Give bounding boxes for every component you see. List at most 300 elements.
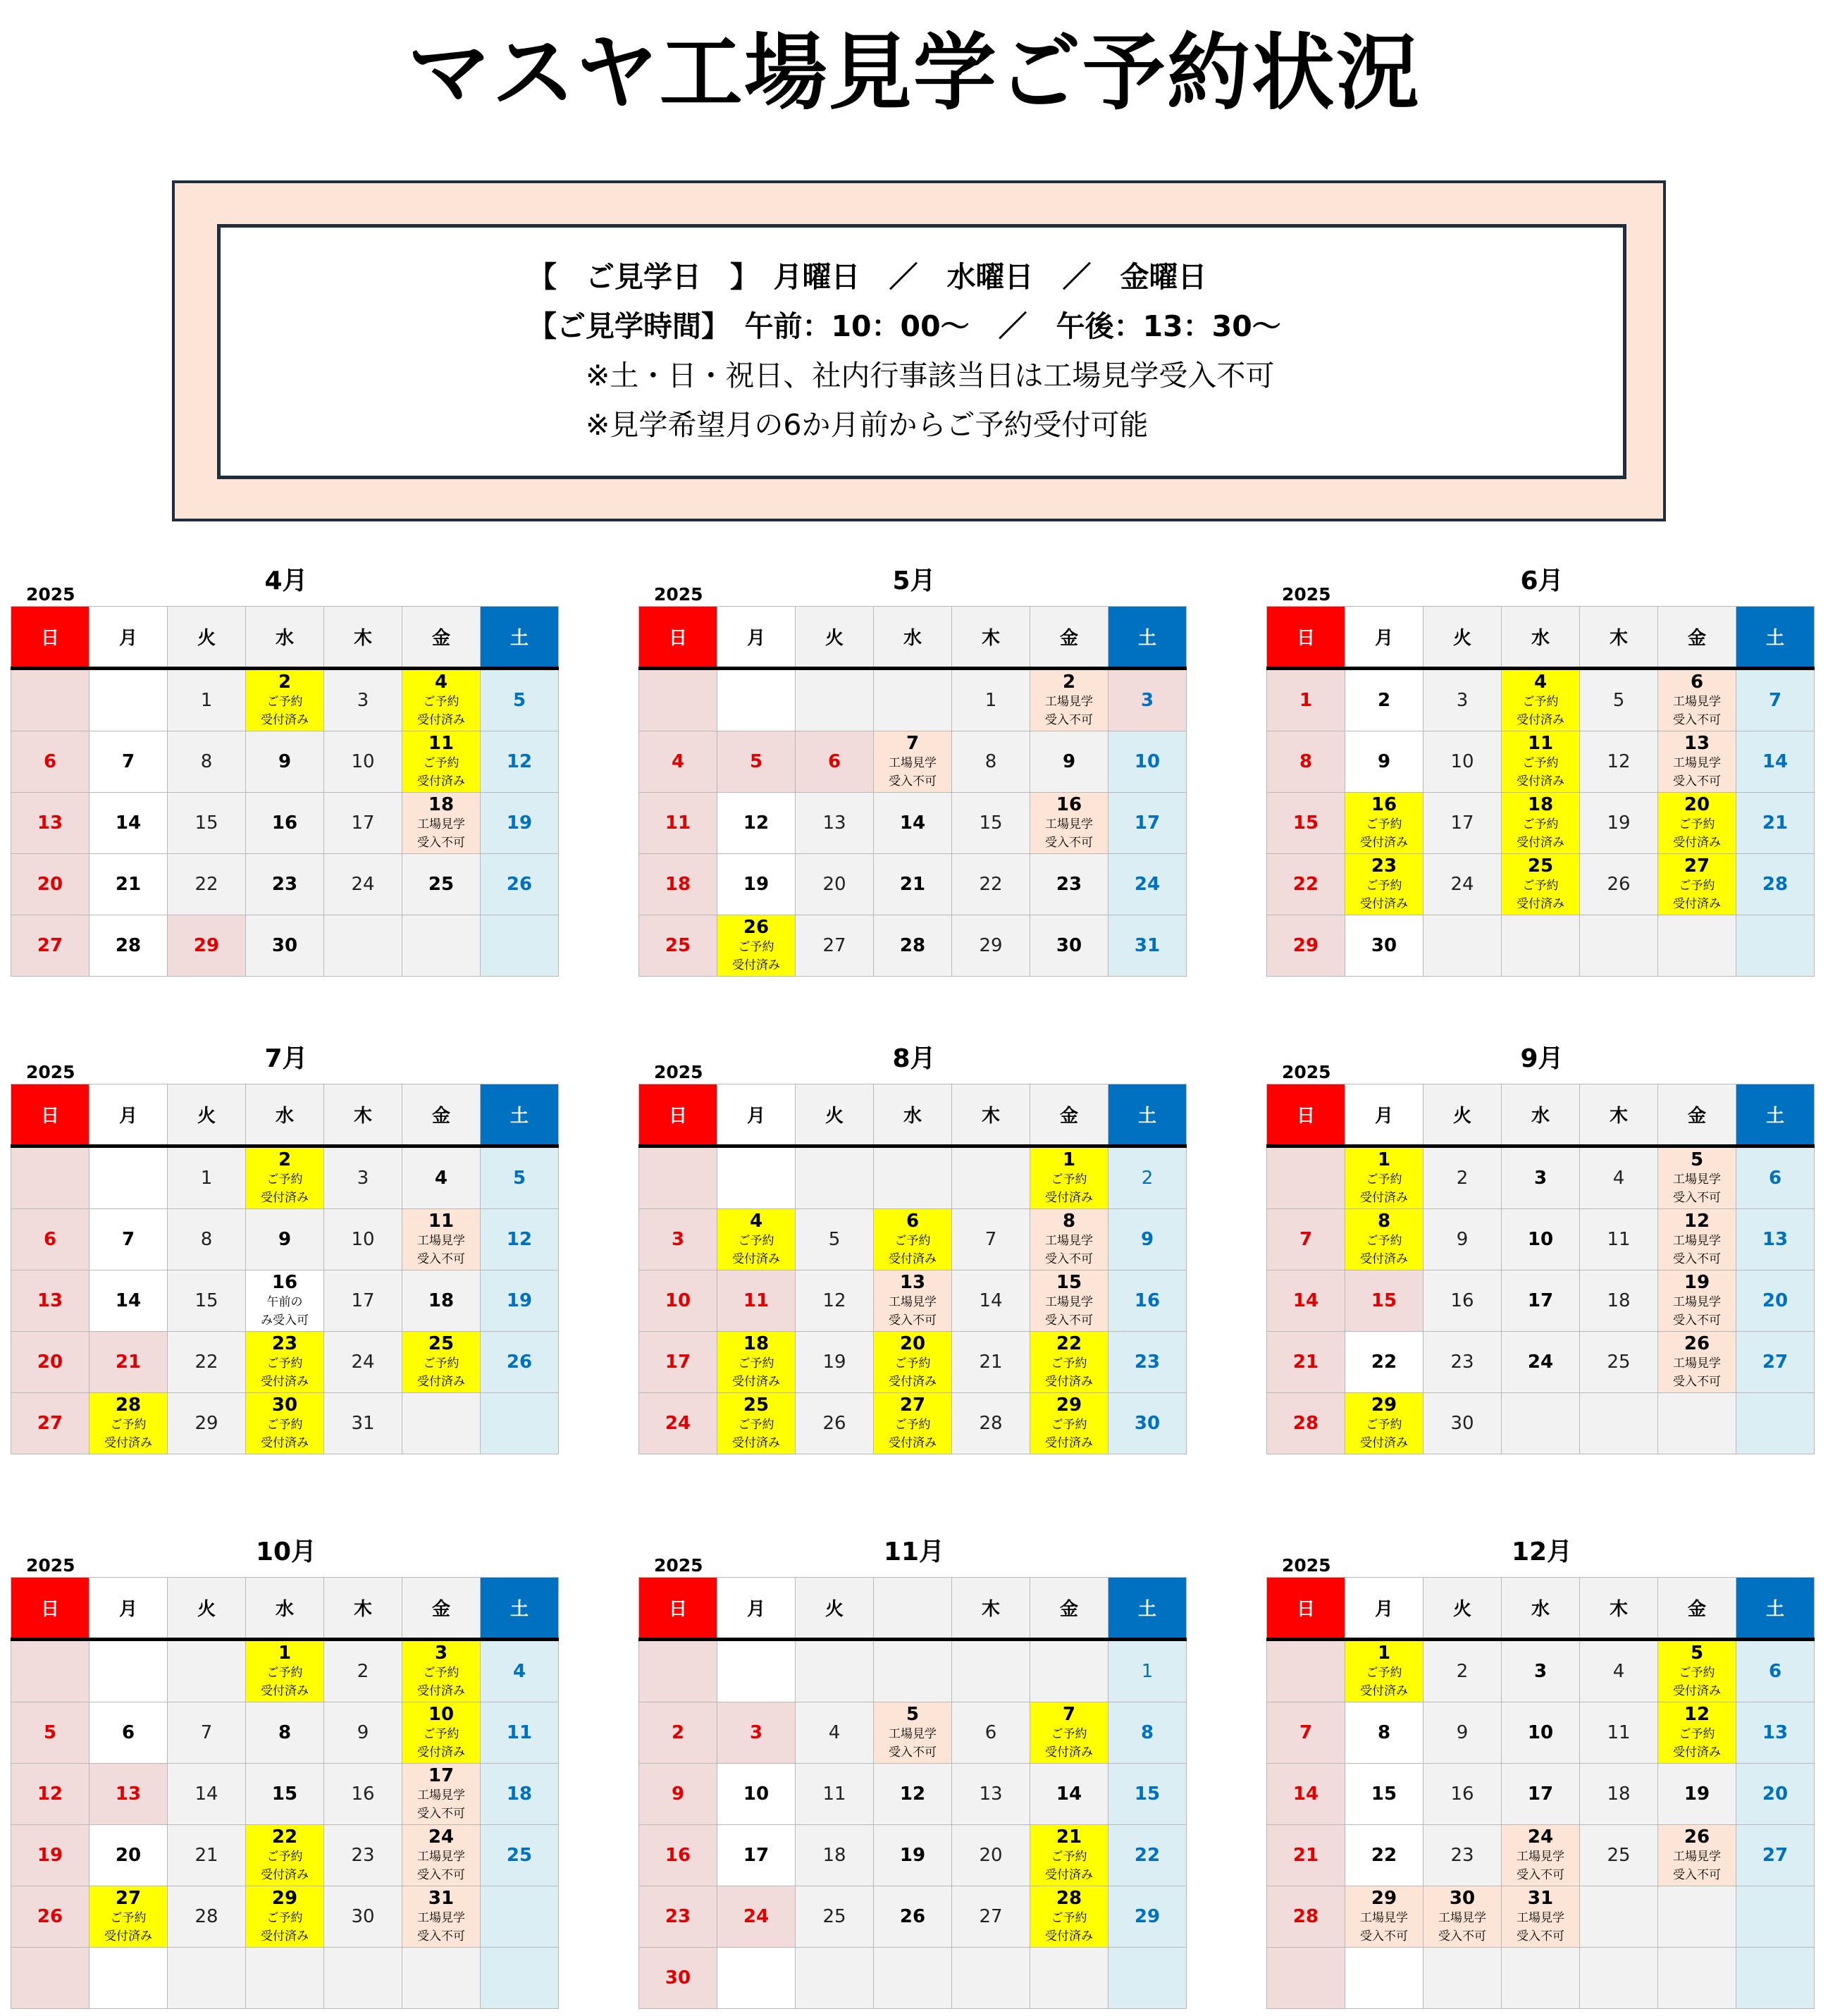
weekday-header: 水 (874, 1084, 952, 1146)
day-number: 23 (351, 1845, 375, 1866)
status-note: 受付済み (1673, 1745, 1721, 1760)
day-cell (1658, 793, 1736, 854)
status-note: 受付済み (732, 958, 780, 972)
day-cell (1736, 669, 1815, 731)
day-number: 15 (271, 1783, 298, 1805)
status-note: ご予約 (1679, 879, 1715, 893)
day-number: 15 (1056, 1272, 1082, 1293)
day-cell (1345, 669, 1424, 731)
day-cell (1502, 1886, 1580, 1948)
day-cell (952, 669, 1030, 731)
day-cell (246, 915, 324, 977)
day-number: 21 (1292, 1352, 1319, 1373)
day-cell (796, 1393, 874, 1454)
day-number: 30 (1134, 1413, 1161, 1434)
day-cell (796, 915, 874, 977)
day-cell (1267, 793, 1345, 854)
status-note: 受入不可 (1045, 1252, 1093, 1266)
day-cell (1030, 1393, 1108, 1454)
weekday-header: 月 (717, 1084, 796, 1146)
day-cell (11, 1393, 89, 1454)
day-number: 10 (1134, 751, 1161, 772)
day-number: 2 (1456, 1168, 1469, 1189)
day-cell (1267, 1332, 1345, 1393)
day-cell (402, 1270, 481, 1332)
day-cell (952, 854, 1030, 915)
day-cell (1345, 1886, 1424, 1948)
status-note: ご予約 (1366, 1234, 1402, 1248)
day-number: 22 (194, 874, 218, 895)
weekday-header: 火 (1424, 1084, 1502, 1146)
day-cell (1345, 1270, 1424, 1332)
day-number: 3 (1533, 1661, 1548, 1682)
status-note: ご予約 (266, 695, 303, 709)
day-number: 27 (115, 1888, 142, 1909)
status-note: ご予約 (1522, 817, 1559, 831)
weekday-header: 木 (1580, 1084, 1658, 1146)
status-note: 工場見学 (417, 1234, 465, 1248)
day-cell (168, 1764, 246, 1825)
status-note: 受付済み (732, 1375, 780, 1389)
day-number: 8 (278, 1722, 292, 1743)
status-note: ご予約 (1522, 756, 1559, 770)
day-cell (1267, 1209, 1345, 1270)
day-number: 9 (1140, 1229, 1154, 1250)
day-number: 25 (1527, 855, 1554, 877)
weekday-header: 金 (402, 1084, 481, 1146)
status-note: 工場見学 (1045, 817, 1093, 831)
week-row (11, 1948, 559, 2009)
day-number: 29 (979, 935, 1003, 956)
status-note: 受入不可 (1045, 836, 1093, 850)
status-note: 受付済み (1673, 897, 1721, 911)
day-cell (1108, 1948, 1187, 2009)
day-number: 21 (115, 874, 142, 895)
day-cell (717, 1393, 796, 1454)
day-cell (402, 1948, 481, 2009)
day-number: 3 (1533, 1168, 1548, 1189)
day-number: 17 (1527, 1290, 1554, 1311)
weekday-header: 木 (1580, 607, 1658, 669)
day-cell (246, 1146, 324, 1209)
day-number: 7 (1768, 690, 1782, 711)
day-cell (481, 1332, 559, 1393)
day-number: 30 (1371, 935, 1397, 956)
day-cell (1502, 1764, 1580, 1825)
week-row (639, 915, 1187, 977)
day-number: 21 (979, 1352, 1003, 1373)
day-cell (324, 1764, 402, 1825)
day-number: 20 (1762, 1783, 1789, 1805)
day-cell (639, 854, 717, 915)
day-cell (1030, 1764, 1108, 1825)
status-note: 受付済み (1360, 897, 1408, 911)
status-note: ご予約 (1522, 695, 1559, 709)
day-number: 18 (1607, 1783, 1631, 1805)
day-number: 16 (1450, 1783, 1474, 1805)
day-cell (1108, 669, 1187, 731)
day-number: 26 (1607, 874, 1631, 895)
day-cell (1502, 1702, 1580, 1764)
day-cell (402, 1702, 481, 1764)
status-note: 受付済み (1045, 1929, 1093, 1943)
status-note: 受付済み (1517, 897, 1564, 911)
day-cell (1030, 915, 1108, 977)
day-cell (1108, 1332, 1187, 1393)
day-cell (1030, 793, 1108, 854)
weekday-header: 金 (402, 607, 481, 669)
day-cell (402, 731, 481, 793)
status-note: 受入不可 (417, 836, 465, 850)
year-label: 2025 (26, 584, 75, 605)
status-note: 受入不可 (1045, 1313, 1093, 1328)
status-note: ご予約 (738, 1356, 774, 1371)
status-note: 受入不可 (417, 1252, 465, 1266)
day-cell (874, 793, 952, 854)
calendar-table (11, 1577, 559, 2009)
day-number: 21 (1292, 1845, 1319, 1866)
day-cell (874, 1702, 952, 1764)
day-cell (1736, 793, 1815, 854)
day-number: 30 (1056, 935, 1082, 956)
week-row (639, 854, 1187, 915)
day-number: 8 (1140, 1722, 1154, 1743)
day-cell (796, 1764, 874, 1825)
day-cell (1658, 669, 1736, 731)
day-cell (952, 731, 1030, 793)
weekday-header: 日 (639, 1578, 717, 1640)
day-cell (1267, 915, 1345, 977)
week-row (11, 1393, 559, 1454)
day-number: 13 (37, 1290, 63, 1311)
day-cell (639, 1948, 717, 2009)
day-cell (246, 731, 324, 793)
day-number: 26 (1684, 1826, 1710, 1848)
day-number: 14 (1292, 1290, 1319, 1311)
day-cell (324, 1270, 402, 1332)
status-note: 受付済み (417, 1684, 465, 1698)
day-number: 6 (43, 751, 57, 772)
day-cell (89, 1146, 168, 1209)
day-cell (246, 854, 324, 915)
day-number: 27 (822, 935, 846, 956)
day-number: 31 (1134, 935, 1161, 956)
calendar-table (1266, 1577, 1815, 2009)
day-cell (168, 1393, 246, 1454)
status-note: 午前の (266, 1295, 303, 1309)
day-cell (11, 1886, 89, 1948)
day-cell (11, 1332, 89, 1393)
day-number: 8 (1377, 1211, 1391, 1232)
day-cell (1502, 1640, 1580, 1702)
day-number: 16 (1056, 794, 1082, 815)
day-cell (1658, 1886, 1736, 1948)
status-note: ご予約 (266, 1911, 303, 1925)
day-number: 19 (506, 1290, 533, 1311)
status-note: 工場見学 (1517, 1911, 1564, 1925)
day-cell (402, 1764, 481, 1825)
day-cell (1108, 1270, 1187, 1332)
day-number: 10 (351, 1229, 375, 1250)
day-number: 24 (1450, 874, 1474, 895)
day-cell (11, 1948, 89, 2009)
status-note: ご予約 (110, 1911, 147, 1925)
week-row (11, 1332, 559, 1393)
day-cell (89, 1948, 168, 2009)
day-number: 6 (1690, 672, 1704, 693)
day-cell (324, 1702, 402, 1764)
day-cell (89, 669, 168, 731)
day-number: 17 (665, 1352, 691, 1373)
status-note: 受付済み (889, 1252, 937, 1266)
day-cell (1736, 1825, 1815, 1886)
day-cell (1267, 1764, 1345, 1825)
status-note: 受入不可 (1673, 713, 1721, 727)
day-number: 21 (899, 874, 926, 895)
weekday-header (874, 1578, 952, 1640)
day-cell (89, 1393, 168, 1454)
day-number: 27 (1762, 1845, 1789, 1866)
day-cell (1424, 1270, 1502, 1332)
weekday-header: 月 (1345, 1084, 1424, 1146)
day-cell (168, 915, 246, 977)
day-cell (796, 1209, 874, 1270)
day-cell (1030, 1948, 1108, 2009)
weekday-header: 水 (246, 1578, 324, 1640)
status-note: 受入不可 (1517, 1868, 1564, 1882)
status-note: 受入不可 (1673, 1191, 1721, 1205)
status-note: 工場見学 (417, 1788, 465, 1802)
month-label: 5月 (892, 567, 936, 595)
day-number: 5 (1690, 1149, 1704, 1170)
week-row (639, 1764, 1187, 1825)
status-note: 受入不可 (417, 1929, 465, 1943)
week-row (11, 1270, 559, 1332)
day-cell (246, 1640, 324, 1702)
day-cell (952, 1332, 1030, 1393)
day-number: 5 (1612, 690, 1625, 711)
day-number: 14 (1762, 751, 1789, 772)
day-cell (1108, 1209, 1187, 1270)
day-number: 3 (1456, 690, 1469, 711)
day-number: 25 (428, 1333, 455, 1354)
day-cell (89, 1764, 168, 1825)
visit-days: 【 ご見学日 】 月曜日 ／ 水曜日 ／ 金曜日 (528, 260, 1207, 294)
day-number: 4 (828, 1722, 841, 1743)
day-number: 31 (351, 1413, 375, 1434)
day-number: 22 (979, 874, 1003, 895)
day-cell (168, 1640, 246, 1702)
weekday-header: 日 (11, 1084, 89, 1146)
status-note: 受付済み (261, 1191, 309, 1205)
day-cell (717, 854, 796, 915)
day-cell (1267, 1640, 1345, 1702)
day-cell (1267, 1825, 1345, 1886)
status-note: ご予約 (1679, 1666, 1715, 1680)
day-cell (324, 731, 402, 793)
status-note: 受付済み (889, 1436, 937, 1450)
day-number: 30 (1449, 1888, 1476, 1909)
day-number: 6 (1768, 1661, 1782, 1682)
day-cell (1736, 1209, 1815, 1270)
weekday-header: 木 (952, 1084, 1030, 1146)
week-row (1267, 793, 1815, 854)
status-note: 工場見学 (889, 1727, 937, 1741)
day-cell (796, 731, 874, 793)
status-note: ご予約 (1366, 1173, 1402, 1187)
day-number: 15 (1371, 1783, 1397, 1805)
day-cell (952, 1886, 1030, 1948)
day-cell (639, 915, 717, 977)
day-cell (11, 1270, 89, 1332)
day-number: 4 (1533, 672, 1548, 693)
day-cell (1736, 1948, 1815, 2009)
weekday-header: 月 (89, 1084, 168, 1146)
day-number: 9 (1062, 751, 1076, 772)
day-number: 12 (1607, 751, 1631, 772)
day-cell (1658, 1702, 1736, 1764)
day-number: 28 (115, 935, 142, 956)
calendar-table (11, 1084, 559, 1454)
day-cell (1267, 669, 1345, 731)
status-note: 工場見学 (417, 1911, 465, 1925)
day-cell (1502, 731, 1580, 793)
month-label: 11月 (883, 1538, 945, 1566)
weekday-header: 日 (639, 1084, 717, 1146)
day-cell (481, 793, 559, 854)
day-cell (1424, 1332, 1502, 1393)
day-number: 22 (1371, 1845, 1397, 1866)
day-cell (11, 1702, 89, 1764)
day-cell (1502, 854, 1580, 915)
day-cell (1736, 1270, 1815, 1332)
day-number: 22 (194, 1352, 218, 1373)
status-note: 受付済み (261, 1436, 309, 1450)
day-cell (796, 1702, 874, 1764)
week-row (639, 1640, 1187, 1702)
status-note: ご予約 (266, 1418, 303, 1432)
day-number: 16 (271, 1272, 298, 1293)
day-cell (639, 1146, 717, 1209)
week-row (11, 793, 559, 854)
day-cell (1424, 1146, 1502, 1209)
day-cell (1108, 1825, 1187, 1886)
week-row (639, 1393, 1187, 1454)
day-number: 13 (822, 812, 846, 834)
status-note: 受付済み (1673, 836, 1721, 850)
status-note: 工場見学 (1673, 695, 1721, 709)
day-number: 14 (194, 1783, 218, 1805)
status-note: ご予約 (1522, 879, 1559, 893)
day-number: 20 (1684, 794, 1710, 815)
day-cell (1658, 915, 1736, 977)
day-cell (717, 1146, 796, 1209)
day-number: 1 (1062, 1149, 1076, 1170)
day-cell (89, 1209, 168, 1270)
day-number: 4 (671, 751, 685, 772)
day-cell (796, 1640, 874, 1702)
day-cell (1424, 1825, 1502, 1886)
day-cell (1030, 1886, 1108, 1948)
status-note: 受入不可 (1673, 774, 1721, 789)
day-number: 18 (428, 794, 455, 815)
day-cell (1580, 1209, 1658, 1270)
status-note: 受入不可 (1673, 1375, 1721, 1389)
day-cell (168, 1886, 246, 1948)
status-note: 受入不可 (1673, 1868, 1721, 1882)
status-note: ご予約 (266, 1173, 303, 1187)
day-cell (1267, 854, 1345, 915)
day-number: 28 (1292, 1906, 1319, 1927)
day-cell (952, 1702, 1030, 1764)
day-cell (717, 1948, 796, 2009)
day-number: 10 (351, 751, 375, 772)
status-note: 受付済み (1673, 1684, 1721, 1698)
day-cell (796, 854, 874, 915)
day-cell (1502, 793, 1580, 854)
day-cell (717, 1332, 796, 1393)
status-note: 受入不可 (1438, 1929, 1486, 1943)
calendar-table (638, 1577, 1187, 2009)
day-number: 24 (1527, 1826, 1554, 1848)
day-cell (874, 1764, 952, 1825)
day-number: 22 (1134, 1845, 1161, 1866)
day-cell (324, 854, 402, 915)
status-note: ご予約 (738, 1234, 774, 1248)
day-number: 1 (1377, 1643, 1391, 1664)
day-cell (481, 1209, 559, 1270)
month-label: 12月 (1511, 1538, 1573, 1566)
day-cell (1658, 1393, 1736, 1454)
day-number: 16 (271, 812, 298, 834)
calendar-table (638, 606, 1187, 977)
status-note: 受付済み (1045, 1868, 1093, 1882)
day-cell (1267, 1886, 1345, 1948)
day-cell (89, 793, 168, 854)
day-cell (1108, 1764, 1187, 1825)
day-number: 24 (665, 1413, 691, 1434)
day-number: 26 (1684, 1333, 1710, 1354)
day-number: 26 (506, 1352, 533, 1373)
weekday-header: 水 (1502, 607, 1580, 669)
weekday-header: 土 (1736, 1084, 1815, 1146)
status-note: 受入不可 (417, 1868, 465, 1882)
status-note: 受入不可 (889, 774, 937, 789)
weekday-header: 月 (717, 607, 796, 669)
status-note: 受付済み (1045, 1375, 1093, 1389)
status-note: 工場見学 (889, 1295, 937, 1309)
status-note: 受付済み (1045, 1745, 1093, 1760)
weekday-header: 火 (168, 607, 246, 669)
day-number: 7 (1299, 1229, 1313, 1250)
status-note: ご予約 (423, 695, 459, 709)
day-number: 14 (979, 1290, 1003, 1311)
day-cell (11, 1640, 89, 1702)
day-cell (639, 1393, 717, 1454)
status-note: ご予約 (266, 1356, 303, 1371)
day-cell (402, 854, 481, 915)
day-cell (89, 1270, 168, 1332)
day-cell (168, 1270, 246, 1332)
day-cell (324, 793, 402, 854)
day-number: 9 (357, 1722, 369, 1743)
status-note: 受入不可 (1517, 1929, 1564, 1943)
day-number: 7 (1299, 1722, 1313, 1743)
day-cell (1424, 1948, 1502, 2009)
day-number: 20 (822, 874, 846, 895)
day-number: 11 (506, 1722, 533, 1743)
day-number: 11 (1607, 1722, 1631, 1743)
